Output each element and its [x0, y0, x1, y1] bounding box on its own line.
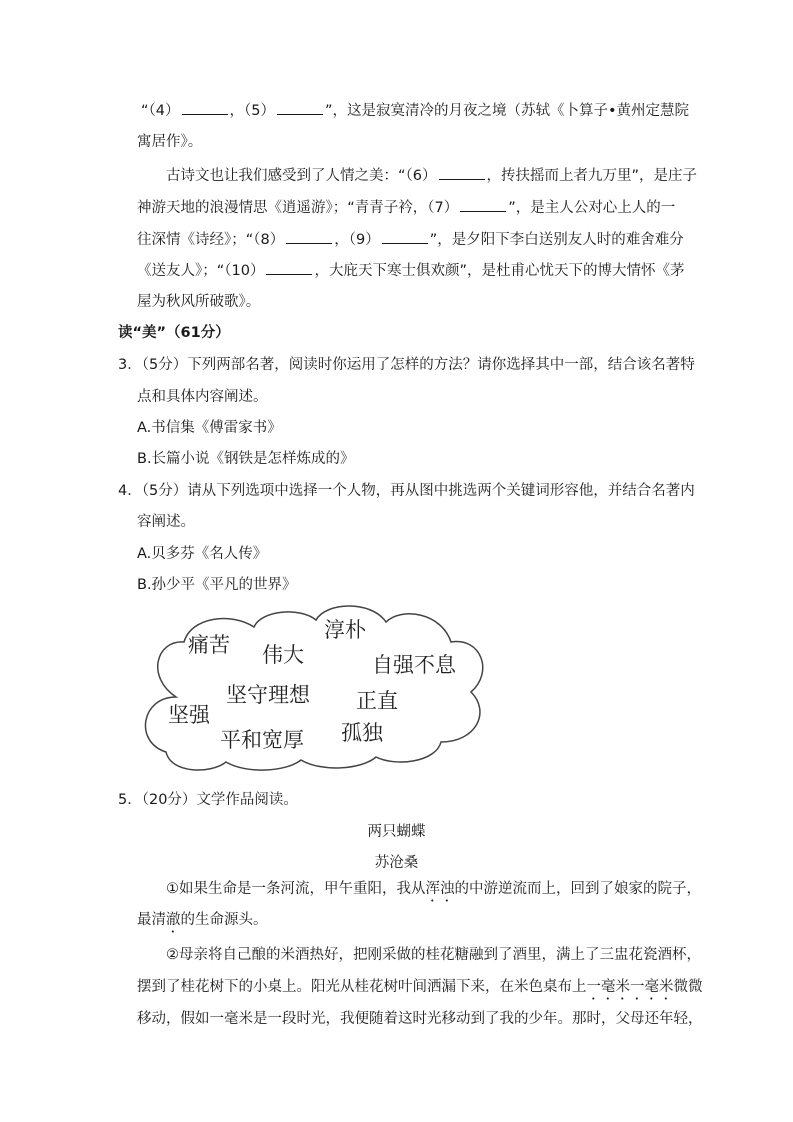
keyword-cloud	[136, 602, 494, 774]
question-4-line-1: 4．（5分）请从下列选项中选择一个人物，再从图中挑选两个关键词形容他，并结合名著内	[118, 483, 695, 499]
keyword-upright: 正直	[356, 689, 398, 713]
answer-blank-5[interactable]	[277, 100, 323, 115]
article-title: 两只蝴蝶	[367, 824, 426, 840]
keyword-lonely: 孤独	[341, 721, 383, 745]
keyword-gentle: 平和宽厚	[220, 728, 304, 752]
poem-line-4: 神游天地的浪漫情思《逍遥游》；“青青子衿，（7） ”，是主人公对心上人的一	[137, 197, 675, 218]
question-3-option-a: A.书信集《傅雷家书》	[137, 420, 282, 436]
paragraph-2-line-1: ②母亲将自己酿的米酒热好，把刚采做的桂花糖融到了酒里，满上了三盅花瓷酒杯，	[166, 947, 701, 963]
poem-line-6: 《送友人》；“（10） ，大庇天下寒士俱欢颜”，是杜甫心忧天下的博大情怀《茅	[137, 260, 684, 281]
poem-line-7: 屋为秋风所破歌》。	[137, 294, 261, 310]
answer-blank-9[interactable]	[382, 229, 428, 244]
paragraph-2-line-2: 摆到了桂花树下的小桌上。阳光从桂花树叶间洒漏下来，在米色桌布上一毫米一毫米微微	[137, 979, 703, 995]
keyword-strong: 坚强	[168, 703, 210, 727]
paragraph-1-line-2: 最清澈的生命源头。	[137, 912, 268, 928]
answer-blank-7[interactable]	[460, 197, 506, 212]
poem-line-3: 古诗文也让我们感受到了人情之美：“（6） ，抟扶摇而上者九万里”，是庄子	[166, 165, 697, 186]
cloud-outline	[145, 606, 482, 770]
section-heading: 读“美”（61分）	[118, 325, 230, 341]
answer-blank-10[interactable]	[266, 260, 312, 275]
question-4-line-2: 容阐述。	[137, 514, 195, 530]
keyword-painful: 痛苦	[188, 633, 230, 657]
article-author: 苏沧桑	[374, 855, 419, 871]
keyword-great: 伟大	[262, 643, 304, 667]
question-3-line-1: 3．（5分）下列两部名著，阅读时你运用了怎样的方法？请你选择其中一部，结合该名著特	[118, 357, 695, 373]
question-3-option-b: B.长篇小说《钢铁是怎样炼成的》	[137, 451, 355, 467]
keyword-self-improvement: 自强不息	[372, 653, 456, 677]
paragraph-2-line-3: 移动，假如一毫米是一段时光，我便随着这时光移动到了我的少年。那时，父母还年轻，	[137, 1011, 703, 1027]
answer-blank-4[interactable]	[182, 100, 228, 115]
question-5: 5．（20分）文学作品阅读。	[118, 792, 298, 808]
question-4-option-b: B.孙少平《平凡的世界》	[137, 577, 297, 593]
answer-blank-8[interactable]	[286, 229, 332, 244]
poem-line-2: 寓居作》。	[137, 134, 203, 150]
poem-line-5: 往深情《诗经》；“（8） ，（9） ”，是夕阳下李白送别友人时的难舍难分	[137, 229, 684, 250]
question-4-option-a: A.贝多芬《名人传》	[137, 546, 268, 562]
paragraph-1-line-1: ①如果生命是一条河流，甲午重阳，我从浑浊的中游逆流而上，回到了娘家的院子，	[166, 881, 701, 897]
question-3-line-2: 点和具体内容阐述。	[137, 389, 268, 405]
keyword-simple: 淳朴	[324, 618, 366, 642]
keyword-ideals: 坚守理想	[226, 683, 310, 707]
answer-blank-6[interactable]	[439, 165, 485, 180]
poem-line-1: “（4） ，（5） ”，这是寂寞清冷的月夜之境（苏轼《卜算子•黄州定慧院	[141, 100, 689, 121]
